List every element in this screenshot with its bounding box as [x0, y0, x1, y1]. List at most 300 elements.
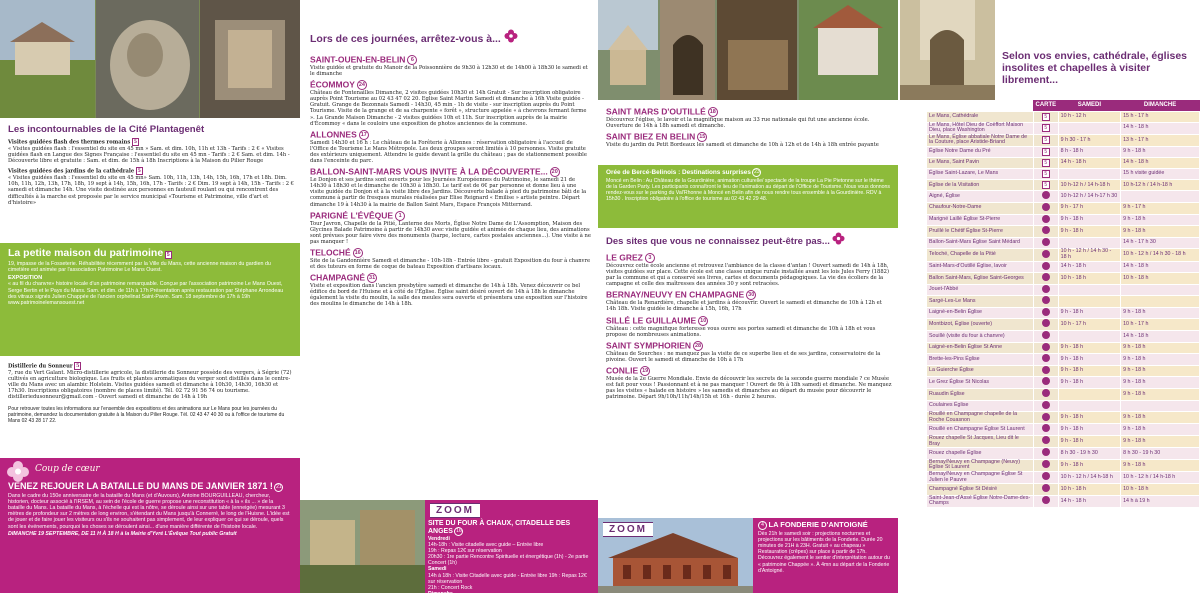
schedule-site-name: Le Grez Église St Nicolas [927, 377, 1034, 389]
schedule-site-name: Marigné Laillé Église St-Pierre [927, 214, 1034, 226]
schedule-site-name: Aigné, Église [927, 191, 1034, 203]
schedule-saturday [1058, 169, 1120, 180]
distillerie-body: 7, rue du Vert Galant. Micro-distillerie agricole, la distillerie du Sonneur possède des vergers, à Ségrie (72) cultivés en agriculture biologique. Les fruits et plantes aromatiques du verger sont distillés dans le centre-ville du Mans avec un alambic Holstein. Visites guidées samedi et dimanche à 10h30, 14h30, 16h30 et 17h30. Inscriptions obligatoires (nombre de places limité). Tél. 02 72 91 56 74 ou tourisme. distilleriedusonneur@gmail.com - Ouvert samedi et dimanche de 14h à 19h [8, 370, 292, 401]
zoom-four-photo [300, 500, 425, 593]
zoom-fonderie-body: Dès 21h le samedi soir : projections nocturnes et projections sur les bâtiments de la Fonderie. Durée 20 minutes de 21H à 23H. Gratuit « au chapeau » Restauration (crêpes) sur place à partir de 17h. Découvrez également le sentier d'interprétation autour du « patrimoine Chappée ». À 4mn au départ de la Fonderie d'Antoigné. [758, 531, 890, 574]
schedule-map-ref [1033, 484, 1058, 496]
p3.places_bottom-place-body: Découvrez cette école ancienne et retrouvez l'ambiance de la classe d'antan ! Ouvert samedi de 14h à 18h, visites guidées sur place. Cette école est une classe unique rurale installée avant les lois Jules Ferry (1882) par la commune et qui a conservé ses livres, cartes et documents pédagogiques. La vie des écoliers de la campagne et celle des maîtresses des années 30 y sont retracées. [606, 263, 889, 288]
map-ref-circle-icon [1042, 389, 1050, 397]
schedule-sunday: 9 h - 18 h [1121, 424, 1200, 436]
schedule-saturday: 9 h - 18 h [1058, 424, 1120, 436]
p2.places-place-body: Samedi 14h30 et 16 h : Le château de la Forêterie à Allonnes : réservation obligatoire à l'accueil de l'Office de Tourisme Le Mans Métropole. Les deux groupes seront limités à 10 personnes. Visite gratuite des extérieurs uniquement. Attendre le guide devant la grille du château ; pas de stationnement possible dans l'enceinte du parc. [310, 139, 587, 165]
schedule-saturday: 14 h - 18 h [1058, 261, 1120, 273]
schedule-saturday: 10 h-12 h / 14 h-17 h 30 [1058, 191, 1120, 203]
schedule-site-name: Brette-les-Pins Église [927, 354, 1034, 366]
schedule-row [927, 342, 1200, 354]
map-ref-circle-icon [1042, 401, 1050, 409]
p3.places_top-place-number: 15 [699, 134, 706, 141]
schedule-sunday [1121, 400, 1200, 412]
schedule-sunday: 9 h - 18 h [1121, 342, 1200, 354]
oree-number: 23 [754, 169, 760, 175]
schedule-sunday: 14 h - 18 h [1121, 158, 1200, 169]
schedule-saturday [1058, 284, 1120, 296]
schedule-map-ref [1033, 365, 1058, 377]
p2.places-place-heading [310, 55, 592, 65]
schedule-saturday: 10 h - 12 h [1058, 111, 1120, 122]
coup-map-number: 21 [276, 484, 282, 491]
map-ref-circle-icon [1042, 273, 1050, 281]
p2.places-place-heading [310, 273, 592, 283]
schedule-sunday: 9 h - 18 h [1121, 214, 1200, 226]
schedule-site-name: Chaufour-Notre-Dame [927, 202, 1034, 214]
schedule-row [927, 424, 1200, 436]
map-ref-circle-icon [1042, 296, 1050, 304]
zoom-fonderie-number: 4 [758, 521, 767, 530]
zoom-four-line: Samedi [428, 566, 447, 573]
schedule-map-ref [1033, 237, 1058, 249]
schedule-saturday: 9 h - 18 h [1058, 377, 1120, 389]
schedule-saturday: 9 h - 18 h [1058, 436, 1120, 448]
zoom-four-number: 16 [456, 528, 462, 534]
schedule-map-ref [1033, 459, 1058, 471]
schedule-map-ref [1033, 261, 1058, 273]
schedule-row [927, 319, 1200, 331]
map-ref-square: 5 [1042, 136, 1050, 144]
schedule-row [927, 158, 1200, 169]
schedule-sunday: 9 h - 18 h [1121, 307, 1200, 319]
photo-chapelles [598, 0, 898, 100]
schedule-header-3: DIMANCHE [1121, 100, 1200, 111]
schedule-site-name: Église Saint-Lazare, Le Mans [927, 169, 1034, 180]
map-ref-circle-icon [1042, 191, 1050, 199]
schedule-row [927, 226, 1200, 238]
cite-section-title: Les incontournables de la Cité Plantagenêt [8, 124, 205, 135]
schedule-saturday: 9 h - 17 h [1058, 202, 1120, 214]
p3.places_bottom-place-heading [606, 290, 892, 300]
schedule-sunday: 14 h - 18 h [1121, 331, 1200, 343]
schedule-row [927, 331, 1200, 343]
map-ref-circle-icon [1042, 484, 1050, 492]
p3.places_bottom-place [606, 290, 892, 312]
panel-1 [0, 0, 300, 593]
distillerie-map-number: 5 [75, 363, 80, 369]
schedule-site-name: Saint-Jean-d'Assé Église Notre-Dame-des-Champs [927, 495, 1034, 507]
p2.places-place-heading [310, 130, 592, 140]
schedule-map-ref [1033, 400, 1058, 412]
p2.places-place-name: ALLONNES [310, 129, 357, 139]
schedule-map-ref [1033, 495, 1058, 507]
p2.places-place-name: CHAMPAGNÉ [310, 272, 366, 283]
p3.places_bottom-place [606, 341, 892, 363]
schedule-site-name: Sargé-Les-Le Mans [927, 296, 1034, 308]
schedule-row [927, 214, 1200, 226]
p3.places_bottom-place-heading [606, 341, 892, 351]
schedule-sunday: 9 h - 18 h [1121, 226, 1200, 238]
schedule-map-ref [1033, 191, 1058, 203]
schedule-site-name: Le Mans, Église abbatiale Notre Dame de la Couture, place Aristide-Briand [927, 134, 1034, 146]
zoom-four-line: 14h à 18h : Visite Citadelle avec guide - Entrée libre 19h : Repas 12€ sur réservation [428, 596, 587, 610]
schedule-saturday: 8 h 30 - 19 h 30 [1058, 448, 1120, 460]
schedule-sunday: 9 h - 18 h [1121, 412, 1200, 424]
p2.places-place-heading [310, 248, 592, 258]
distillerie-title: Distillerie du Sonneur [8, 363, 73, 370]
oree-title: Orée de Bercé-Belinois : Destinations surprises [606, 168, 751, 176]
p3.places_bottom-place-number: 19 [642, 367, 649, 374]
p2.places-place-heading [310, 80, 592, 90]
flower-decoration-icon [6, 460, 30, 482]
schedule-site-name: Rouillé en Champagne Église St Laurent [927, 424, 1034, 436]
schedule-saturday: 8 h - 18 h [1058, 146, 1120, 157]
p2.places-place [310, 211, 592, 245]
schedule-row [927, 400, 1200, 412]
schedule-map-ref [1033, 331, 1058, 343]
map-ref-circle-icon [1042, 226, 1050, 234]
schedule-saturday [1058, 122, 1120, 134]
zoom-fonderie-title: LA FONDERIE D'ANTOIGNÉ [768, 520, 868, 529]
schedule-site-name: Bernay/Neuvy en Champagne Église St Julien le Pauvre [927, 471, 1034, 483]
map-ref-circle-icon [1042, 436, 1050, 444]
p4-title: Selon vos envies, cathédrale, églises insolites et chapelles à visiter librement... [1002, 50, 1188, 86]
schedule-map-ref [1033, 424, 1058, 436]
zoom-four-line: 20h30 : Rencontre Spirituelle et énergétique - 1h [428, 609, 540, 615]
schedule-saturday [1058, 389, 1120, 401]
schedule-sunday: 9 h - 18 h [1121, 389, 1200, 401]
p2.places-place-number: 31 [369, 275, 376, 282]
schedule-sunday: 9 h - 18 h [1121, 354, 1200, 366]
schedule-row [927, 448, 1200, 460]
p2.places-place-body: Le Donjon et ses jardins sont ouverts pour les Journées Européennes du Patrimoine, le samedi 21 de 14h30 à 18h30 et le dimanche de 10h30 à 18h30. Le tarif est de 6€ par personne et donne lieu à une visite guidée du Donjon et à la visite libre des Jardins. Découverte balade à pied du patrimoine bâti de la commune à partir de fresques murales réalisées par Elise Reignard « Emilise » artiste peintre. Départ dimanche 19 à 14h30 à la mairie de Ballon Saint Mars, Espace François Mitterrand. [310, 177, 587, 208]
p2.places-place-number: 16 [354, 249, 361, 256]
p3-top-places [606, 104, 892, 148]
schedule-map-ref [1033, 249, 1058, 261]
schedule-map-ref [1033, 307, 1058, 319]
zoom-four-line: Dimanche [428, 590, 453, 597]
schedule-sunday: 9 h - 18 h [1121, 146, 1200, 157]
zoom-four-line: 19h : Repas 12€ sur réservation [428, 548, 502, 555]
map-ref-square: 5 [1042, 159, 1050, 167]
schedule-saturday: 9 h 30 - 17 h [1058, 134, 1120, 146]
schedule-map-ref [1033, 214, 1058, 226]
jardins-map-number: 5 [137, 168, 142, 175]
schedule-map-ref [1033, 134, 1058, 146]
schedule-sunday: 9 h - 18 h [1121, 436, 1200, 448]
schedule-site-name: Église de la Visitation [927, 180, 1034, 191]
p3.places_bottom-place [606, 366, 892, 400]
schedule-site-name: Ballon Saint-Mars, Église Saint-Georges [927, 273, 1034, 285]
schedule-row [927, 134, 1200, 146]
petite-maison-box [0, 243, 300, 356]
p3.places_bottom-place-number: 10 [700, 317, 707, 324]
map-ref-circle-icon [1042, 343, 1050, 351]
schedule-sunday: 9 h - 18 h [1121, 459, 1200, 471]
p2.places-place [310, 248, 592, 270]
schedule-row [927, 122, 1200, 134]
schedule-site-name: Laigné-en-Belin Église [927, 307, 1034, 319]
map-ref-square: 5 [1042, 113, 1050, 121]
map-ref-circle-icon [1042, 496, 1050, 504]
p2.places-place-number: 1 [395, 211, 405, 221]
schedule-map-ref [1033, 169, 1058, 180]
schedule-site-name: Le Mans, Hôtel Dieu de Coëffort Maison Dieu, place Washington [927, 122, 1034, 134]
schedule-sunday: 13 h - 17 h [1121, 134, 1200, 146]
panel-4 [898, 0, 1200, 593]
p2.places-place-body: Site de la Gandonnière Samedi et dimanche - 10h-18h - Entrée libre - gratuit Exposition du four à chanvre et des tuteurs en forme de coque de bateau Exposition d'artisans locaux. [310, 257, 591, 271]
p2.places-place [310, 273, 592, 307]
map-ref-circle-icon [1042, 262, 1050, 270]
p3.places_top-place-name: SAINT MARS D'OUTILLÉ [606, 106, 706, 117]
coup-body: Dans le cadre du 150e anniversaire de la bataille du Mans (et d'Auvours), Antoine BOURGUILLEAU, chercheur, historien, docteur associé à l'IRSEM, au sein de l'école de guerre propose une reconstitution « à la « ils ... » de la bataille du Mans. La bataille du Mans, à l'échelle qui est la nôtre, se déroule ainsi sur une table (enneigée) mesurant 3 mètres de profondeur sur 2 mètres de long environ, s'étendant du Mans jusqu'à Connerré, le long de l'Huisne. L'idée est de jouer et de faire jouer les visiteurs ou s'ils ne souhaitent pas simplement, de leur expliquer ce qui se déroule, quels sont les événements, pourquoi les choses se déroulent ainsi... d'une manière différente de l'histoire locale. [8, 493, 290, 530]
p3.places_top-place-body: Visite du jardin du Petit Bordeaux les samedi et dimanche de 10h à 12h et de 14h à 18h entrée payante [606, 142, 879, 149]
schedule-site-name: Ruaudin Église [927, 389, 1034, 401]
p2.places-place [310, 55, 592, 77]
p3.places_bottom-place-heading [606, 366, 892, 376]
zoom-four-line: 20h30 : 1re partie Rencontre Spirituelle et énergétique (1h) - 2e partie Concert (1h) [428, 554, 589, 567]
p3.places_bottom-place-name: SILLÉ LE GUILLAUME [606, 314, 697, 325]
thermes-map-number: 5 [133, 139, 138, 145]
coup-title: VENEZ REJOUER LA BATAILLE DU MANS DE JANVIER 1871 ! [8, 481, 273, 491]
schedule-map-ref [1033, 448, 1058, 460]
schedule-site-name: Église Notre Dame du Pré [927, 146, 1034, 157]
p3.places_bottom-place-body: Musée de la 2e Guerre Mondiale. Envie de découvrir les secrets de la seconde guerre mondiale ? ce Musée est fait pour vous ! Passionnant et à ne pas manquer ! Ouvert de 9h à 18h samedi et dimanche. Ne manquez pas les visites « balade en histoire » les samedis et dimanches au départ du musée pour découvrir le patrimoine. Départ 9h/10h/11h/14h/15h et 16h - durée 2 heures. [606, 375, 892, 401]
petite-maison-map-number: 5 [165, 251, 172, 259]
schedule-map-ref [1033, 202, 1058, 214]
coup-date: DIMANCHE 19 SEPTEMBRE, DE 11 H À 18 H à la Mairie d'Yvré L'Évêque Tout public Gratuit [8, 530, 237, 537]
schedule-site-name: Le Mans, Saint Pavin [927, 158, 1034, 169]
schedule-row [927, 377, 1200, 389]
schedule-row [927, 202, 1200, 214]
p3.places_bottom-place-number: 28 [694, 342, 702, 349]
zoom-four-title: SITE DU FOUR À CHAUX, CITADELLE DES ANGES [428, 520, 571, 535]
schedule-row [927, 389, 1200, 401]
p3.places_top-place [606, 107, 892, 129]
map-ref-square: 5 [1042, 181, 1050, 189]
p2.places-place-number: 20 [551, 169, 558, 176]
p2.places-place-body: Château de Fontenailles Dimanche, 2 visites guidées 10h30 et 14h Gratuit - Sur inscription obligatoire auprès Point Tourisme au 02 43 47 02 20. Eglise Saint Martin Samedi et dimanche à 16h Visite guidée - Gratuit. Grange de Bezonnais Samedi - 14h30, 45 min - 1h de visite - sur inscription auprès du Point Tourisme. Visite de la grange et de sa charpente « forêt », structure appelée « à chevrons fermant ferme ». La Grande Maison Dimanche - 2 visites guidées 10h et 11h. Sur inscription auprès de la mairie d'Écommoy « dans le couloirs une exposition de photos anciennes de la commune. [310, 90, 587, 127]
schedule-saturday: 9 h - 18 h [1058, 307, 1120, 319]
p3.places_bottom-place-name: SAINT SYMPHORIEN [606, 340, 692, 350]
schedule-sunday: 10 h - 18 h [1121, 273, 1200, 285]
schedule-map-ref [1033, 342, 1058, 354]
jardins-body: « Visites guidées flash : l'essentiel du site en 45 mn» Sam. 10h, 11h, 13h, 14h, 15h, 16h, 17h et 18h. Dim. 10h, 11h, 12h, 13h, 17h, 18h, 19 sept à 14h, 15h, 16h, 17h - Tarifs : 2 € Dim. 19 sept à 14h, 15h - Tarifs : 2 € samedi et dimanche 14h. Une visite destinée aux personnes en fauteuil roulant ou qui rencontrent des difficultés à la marche est proposée par le service municipal «Tourisme et Patrimoine, ville d'art et d'histoire» [8, 175, 294, 206]
p3.places_bottom-place-number: 30 [748, 292, 755, 299]
flower-icon-2 [832, 232, 845, 245]
schedule-saturday: 10 h - 12 h / 14 h 30 - 18 h [1058, 249, 1120, 261]
jardins-title: Visites guidées des jardins de la cathédrale [8, 168, 135, 175]
p3.places_bottom-place-name: LE GREZ [606, 252, 643, 263]
schedule-row [927, 169, 1200, 180]
schedule-saturday: 9 h - 18 h [1058, 226, 1120, 238]
p2.places-place-number: 6 [407, 55, 417, 65]
schedule-saturday: 14 h - 18 h [1058, 158, 1120, 169]
schedule-saturday: 9 h - 18 h [1058, 365, 1120, 377]
schedule-site-name: La Guierche Église [927, 365, 1034, 377]
schedule-sunday: 10 h - 17 h [1121, 319, 1200, 331]
map-ref-circle-icon [1042, 424, 1050, 432]
zoom-four-line: 14h-18h : Visite citadelle avec guide – Entrée libre [428, 542, 544, 549]
schedule-sunday: 10 h-12 h / 14 h-18 h [1121, 180, 1200, 191]
schedule-row [927, 237, 1200, 249]
p3.places_bottom-place-body: Château : cette magnifique forteresse vous ouvre ses portes samedi et dimanche de 10h à 18h et vous propose de nombreuses animations. [606, 325, 876, 338]
schedule-site-name: Bernay/Neuvy en Champagne (Neuvy) Église St Laurent [927, 459, 1034, 471]
schedule-row [927, 180, 1200, 191]
p3.places_bottom-place-body: Château de Sourches : ne manquez pas la visite de ce superbe lieu et de ses jardins, conservatoire de la pivoine. Ouvert le samedi et dimanche de 10h à 17h [606, 350, 881, 363]
schedule-table [926, 100, 1200, 508]
schedule-saturday: 9 h - 18 h [1058, 459, 1120, 471]
schedule-map-ref [1033, 122, 1058, 134]
schedule-sunday: 8 h 30 - 19 h 30 [1121, 448, 1200, 460]
schedule-sunday: 15 h - 17 h [1121, 111, 1200, 122]
map-ref-circle-icon [1042, 238, 1050, 246]
map-ref-circle-icon [1042, 203, 1050, 211]
p2-title: Lors de ces journées, arrêtez-vous à... [310, 33, 501, 45]
p3.places_bottom-place-name: BERNAY/NEUVY EN CHAMPAGNE [606, 289, 745, 300]
p3.places_top-place-number: 18 [709, 109, 716, 115]
schedule-map-ref [1033, 319, 1058, 331]
zoom-four-tag: ZOOM [430, 503, 480, 518]
zoom-fonderie-tag: ZOOM [603, 522, 653, 537]
schedule-saturday [1058, 296, 1120, 308]
map-ref-square: 5 [1042, 148, 1050, 156]
schedule-map-ref [1033, 226, 1058, 238]
p2.places-place-heading [310, 211, 592, 221]
map-ref-circle-icon [1042, 319, 1050, 327]
p2-places-list [310, 52, 592, 308]
schedule-map-ref [1033, 389, 1058, 401]
p3.places_bottom-place-name: CONLIE [606, 365, 639, 376]
petite-maison-title: La petite maison du patrimoine [8, 247, 164, 259]
schedule-saturday: 10 h - 18 h [1058, 273, 1120, 285]
schedule-site-name: Teloché, Chapelle de la Pitié [927, 249, 1034, 261]
schedule-row [927, 273, 1200, 285]
p2.places-place [310, 80, 592, 127]
schedule-row [927, 111, 1200, 122]
petite-maison-body: 19, impasse de la Fosseterie. Réhabilitée récemment par la Ville du Mans, cette ancienne maison du gardien du cimetière est animée par l'association Patrimoine Le Mans Ouest. [8, 261, 271, 274]
schedule-saturday: 9 h - 18 h [1058, 412, 1120, 424]
p3.places_bottom-place-body: Château de la Renardière, chapelle et jardins à découvrir. Ouvert le samedi et dimanche de 10h à 12h et 14h 18h. Visite guidée le dimanche à 15h, 16h, 17h [606, 300, 882, 313]
schedule-saturday: 9 h - 18 h [1058, 354, 1120, 366]
zoom-four-schedule [428, 536, 594, 615]
schedule-sunday [1121, 284, 1200, 296]
p2.places-place [310, 130, 592, 164]
schedule-site-name: Ballon-Saint-Mars Église Saint Médard [927, 237, 1034, 249]
map-ref-circle-icon [1042, 308, 1050, 316]
schedule-saturday: 10 h - 18 h [1058, 484, 1120, 496]
map-ref-circle-icon [1042, 250, 1050, 258]
schedule-sunday: 14 h à 19 h [1121, 495, 1200, 507]
zoom-four-line: 21h : Concert Rock [428, 584, 473, 591]
schedule-map-ref [1033, 436, 1058, 448]
schedule-header-0 [927, 100, 1034, 111]
schedule-saturday [1058, 331, 1120, 343]
schedule-row [927, 307, 1200, 319]
schedule-row [927, 284, 1200, 296]
thermes-title: Visites guidées flash des thermes romains [8, 139, 131, 146]
p3.places_bottom-place-heading [606, 316, 892, 326]
p2.places-place-name: ÉCOMMOY [310, 79, 355, 90]
p3.places_top-place-heading [606, 107, 892, 117]
p3.places_bottom-place-number: 3 [645, 253, 655, 263]
panel-2 [300, 0, 598, 615]
schedule-sunday: 9 h - 17 h [1121, 202, 1200, 214]
p3.places_top-place-body: Découvrez l'église, le lavoir et la magnifique maison au 33 rue nationale qui fut une ancienne école. Ouverture de 14h à 18h samedi et dimanche. [606, 117, 870, 130]
schedule-row [927, 365, 1200, 377]
schedule-map-ref [1033, 111, 1058, 122]
schedule-map-ref [1033, 412, 1058, 424]
photo-cathedrale [900, 0, 995, 100]
schedule-row [927, 459, 1200, 471]
schedule-site-name: Rouez chapelle Église [927, 448, 1034, 460]
photo-cite-plantagenet [0, 0, 300, 118]
schedule-saturday: 10 h - 17 h [1058, 319, 1120, 331]
schedule-saturday: 14 h - 18 h [1058, 495, 1120, 507]
zoom-four-line: 14h à 18h : Visite Citadelle avec guide - Entrée libre 19h : Repas 12€ sur réservation [428, 572, 587, 585]
p2.places-place-name: TELOCHÉ [310, 247, 351, 258]
schedule-map-ref [1033, 180, 1058, 191]
oree-box [598, 165, 898, 228]
p2.places-place-body: Visite guidée et gratuite du Manoir de la Poissonnière de 9h30 à 12h30 et de 14h00 à 18h30 le samedi et le dimanche [310, 65, 588, 78]
p2.places-place-name: BALLON-SAINT-MARS VOUS INVITE À LA DÉCOUVERTE... [310, 166, 548, 177]
p2.places-place-heading [310, 167, 592, 177]
map-ref-circle-icon [1042, 377, 1050, 385]
map-ref-circle-icon [1042, 215, 1050, 223]
thermes-body: « Visites guidées flash : l'essentiel du site en 45 mn » Sam. et dim. 10h, 11h et 13h - Tarifs : 2 € « Visites guidées flash en Langue des Signes Française : l'essentiel du site en 45 mn - Tarifs : 2 € Sam. et dim. 14h - Découverte libre et gratuite : Sam. et dim. de 15h à 18h Inscriptions à la Maison du Pilier Rouge [8, 146, 290, 165]
schedule-row [927, 412, 1200, 424]
map-ref-square: 5 [1042, 124, 1050, 132]
schedule-row [927, 436, 1200, 448]
panel-3 [598, 0, 898, 593]
schedule-site-name: Laigné-en-Belin Église St Anne [927, 342, 1034, 354]
p3.places_top-place [606, 132, 892, 148]
schedule-sunday: 14 h - 18 h [1121, 261, 1200, 273]
schedule-site-name: Rouez chapelle St Jacques, Lieu dit le Bray [927, 436, 1034, 448]
schedule-saturday [1058, 400, 1120, 412]
schedule-row [927, 471, 1200, 483]
schedule-sunday: 15 h visite guidée [1121, 169, 1200, 180]
map-ref-circle-icon [1042, 448, 1050, 456]
map-ref-circle-icon [1042, 413, 1050, 421]
schedule-header-1: CARTE [1033, 100, 1058, 111]
schedule-map-ref [1033, 354, 1058, 366]
p2.places-place-body: Tour Javron, Chapelle de la Pitié, Lanterne des Morts, Église Notre Dame de L'Assomption, Maison des Glycines Balade Patrimoine à partir de 14h30 avec visite guidée et animée de chaque lieu, des animations sont prévues pour faire vivre des monuments (harpe, lecture, cartes postales anciennes...). Une visite à ne pas manquer ! [310, 220, 591, 245]
coup-de-coeur-box [0, 458, 300, 593]
schedule-saturday: 10 h - 12 h / 14 h-18 h [1058, 471, 1120, 483]
map-ref-circle-icon [1042, 366, 1050, 374]
schedule-sunday: 9 h - 18 h [1121, 377, 1200, 389]
schedule-site-name: Pruillé le Chétif Église St-Pierre [927, 226, 1034, 238]
schedule-map-ref [1033, 471, 1058, 483]
p3.places_top-place-name: SAINT BIEZ EN BELIN [606, 131, 696, 142]
map-ref-circle-icon [1042, 472, 1050, 480]
p2.places-place-name: PARIGNÉ L'ÉVÊQUE [310, 209, 394, 220]
schedule-sunday [1121, 191, 1200, 203]
schedule-row [927, 484, 1200, 496]
schedule-map-ref [1033, 273, 1058, 285]
schedule-site-name: Rouillé en Champagne chapelle de la Roche Couasnon [927, 412, 1034, 424]
coup-de-coeur-tag: Coup de cœur [35, 464, 100, 474]
schedule-site-name: Le Mans, Cathédrale [927, 111, 1034, 122]
schedule-row [927, 261, 1200, 273]
oree-body: Moncé en Belin : Au Château de la Gourdinière, animation culturelle/ spectacle de la troupe La Pie Pietonne sur le thème de la Garden Party. Les participants connaîtront le lieu de l'animation au départ de l'Office de Tourisme. Nous vous donnons rendez-vous sur le parking du Val'Rhonne à Moncé en Belin afin de nous rendre tous ensemble à la Gourdinière. RDV à 15h30 . Inscription obligatoire à l'office de tourisme au 02 43 42 29 48. [606, 178, 891, 203]
schedule-row [927, 354, 1200, 366]
schedule-site-name: Souillé (visite du four à chanvre) [927, 331, 1034, 343]
p3.places_top-place-heading [606, 132, 892, 142]
schedule-saturday [1058, 237, 1120, 249]
schedule-sunday: 9 h - 18 h [1121, 365, 1200, 377]
zoom-four-line: Vendredi [428, 536, 450, 542]
map-ref-circle-icon [1042, 331, 1050, 339]
p3.places_bottom-place [606, 316, 892, 338]
schedule-sunday [1121, 296, 1200, 308]
